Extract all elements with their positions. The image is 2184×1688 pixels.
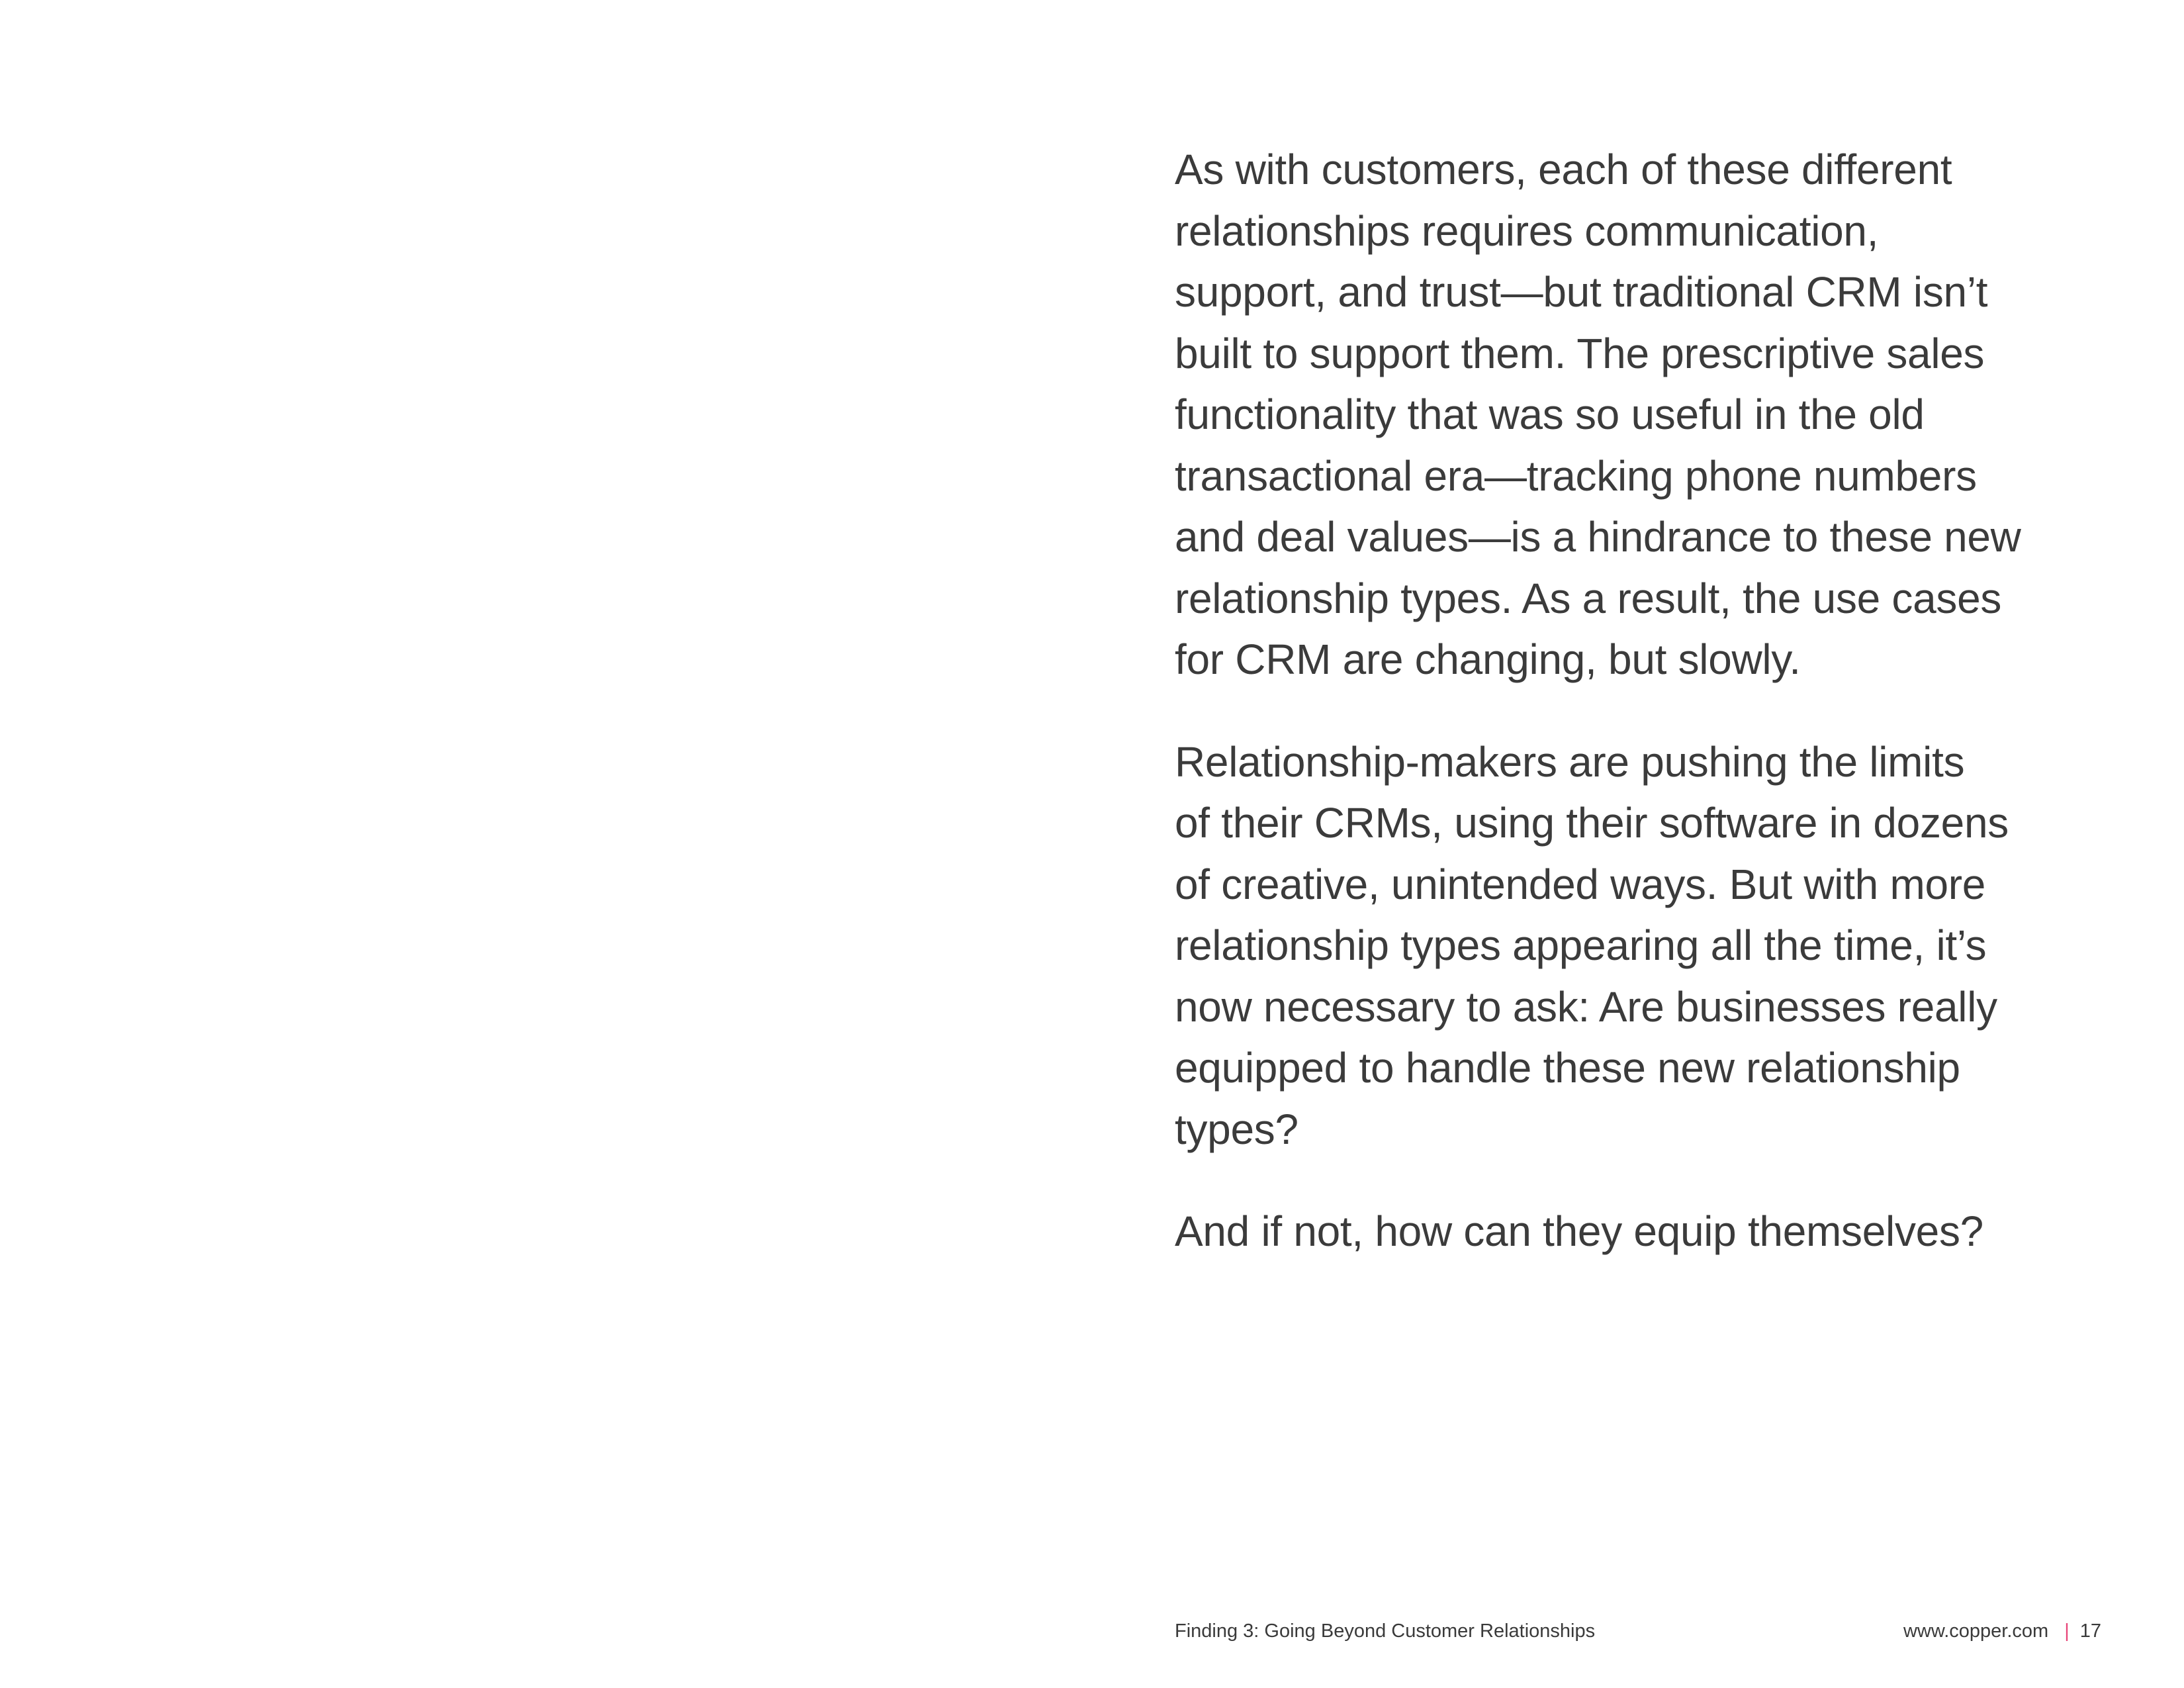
- page-footer: [1175, 1620, 2101, 1647]
- text-line: equipped to handle these new relationship: [1175, 1044, 1960, 1092]
- text-line: now necessary to ask: Are businesses really: [1175, 982, 1997, 1031]
- text-line: transactional era—tracking phone numbers: [1175, 451, 1977, 500]
- paragraph-2: [1175, 731, 2081, 1160]
- text-line: And if not, how can they equip themselves?: [1175, 1207, 1983, 1255]
- text-line: built to support them. The prescriptive sales: [1175, 329, 1985, 377]
- text-line: support, and trust—but traditional CRM isn’t: [1175, 268, 1988, 316]
- paragraph-3: [1175, 1201, 2081, 1262]
- text-line: As with customers, each of these different: [1175, 146, 1952, 193]
- text-line: Relationship-makers are pushing the limits: [1175, 737, 1965, 786]
- text-line: relationship types appearing all the time, it’s: [1175, 921, 1987, 969]
- text-line: types?: [1175, 1105, 1298, 1153]
- footer-section-title: Finding 3: Going Beyond Customer Relationships: [1175, 1620, 1596, 1642]
- text-line: relationship types. As a result, the use cases: [1175, 574, 2002, 622]
- text-line: functionality that was so useful in the old: [1175, 391, 1925, 438]
- text-line: relationships requires communication,: [1175, 207, 1879, 255]
- text-line: of creative, unintended ways. But with more: [1175, 860, 1986, 908]
- text-line: and deal values—is a hindrance to these new: [1175, 513, 2021, 561]
- footer-website-link[interactable]: www.copper.com: [1903, 1620, 2049, 1642]
- footer-right-group: [1903, 1620, 2101, 1642]
- paragraph-1: [1175, 139, 2081, 690]
- footer-separator: |: [2064, 1620, 2070, 1642]
- body-text-column: [1175, 139, 2081, 1303]
- page-number: 17: [2079, 1620, 2101, 1642]
- text-line: of their CRMs, using their software in dozens: [1175, 799, 2009, 847]
- text-line: for CRM are changing, but slowly.: [1175, 635, 1801, 683]
